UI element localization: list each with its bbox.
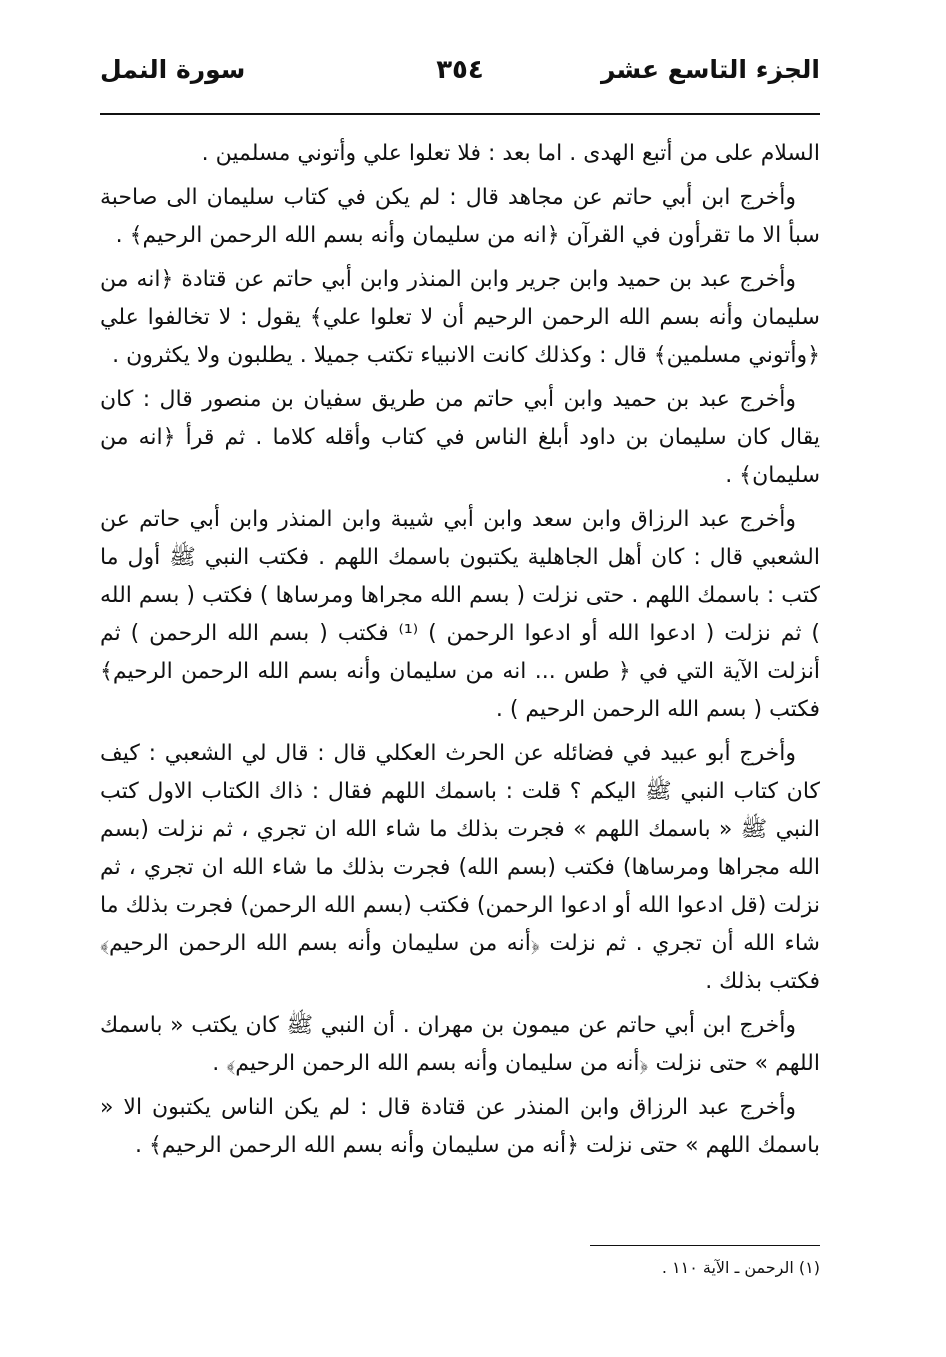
page-number: ٣٥٤ xyxy=(436,55,484,85)
footnote-rule xyxy=(590,1245,820,1246)
surah-title: سورة النمل xyxy=(100,55,246,84)
paragraph-4: وأخرج عبد بن حميد وابن أبي حاتم من طريق سفيان بن منصور قال : كان يقال كان سليمان بن داود أبلغ الناس في كتاب وأقله كلاما . ثم قرأ ﴿انه من سليمان﴾ . xyxy=(100,387,820,488)
running-header xyxy=(100,55,820,105)
paragraph-1: السلام على من أتبع الهدى . اما بعد : فلا تعلوا علي وأتوني مسلمين . xyxy=(201,141,820,166)
paragraph-7: وأخرج ابن أبي حاتم عن ميمون بن مهران . أن النبي ﷺ كان يكتب « باسمك اللهم » حتى نزلت ﴿أنه من سليمان وأنه بسم الله الرحمن الرحيم﴾ . xyxy=(100,1013,820,1076)
part-title: الجزء التاسع عشر xyxy=(601,55,820,84)
paragraph-8: وأخرج عبد الرزاق وابن المنذر عن قتادة قال : لم يكن الناس يكتبون الا « باسمك اللهم » حتى نزلت ﴿أنه من سليمان وأنه بسم الله الرحمن الرحيم﴾ . xyxy=(100,1095,820,1158)
main-text xyxy=(100,135,820,1171)
paragraph-6: وأخرج أبو عبيد في فضائله عن الحرث العكلي قال : قال لي الشعبي : كيف كان كتاب النبي ﷺ اليكم ؟ قلت : باسمك اللهم فقال : ذاك الكتاب الاول كتب النبي ﷺ « باسمك اللهم » فجرت بذلك ما شاء الله ان تجري ، ثم نزلت (بسم الله مجراها ومرساها) فكتب (بسم الله) فجرت بذلك ما شاء الله ان تجري ، ثم نزلت (قل ادعوا الله أو ادعوا الرحمن) فكتب (بسم الله الرحمن) فجرت بذلك ما شاء الله أن تجري . ثم نزلت ﴿أنه من سليمان وأنه بسم الله الرحمن الرحيم﴾ فكتب بذلك . xyxy=(100,741,820,994)
paragraph-2: وأخرج ابن أبي حاتم عن مجاهد قال : لم يكن في كتاب سليمان الى صاحبة سبأ الا ما تقرأون في القرآن ﴿انه من سليمان وأنه بسم الله الرحمن الرحيم﴾ . xyxy=(100,185,820,248)
paragraph-3: وأخرج عبد بن حميد وابن جرير وابن المنذر وابن أبي حاتم عن قتادة ﴿انه من سليمان وأنه بسم الله الرحمن الرحيم أن لا تعلوا علي﴾ يقول : لا تخالفوا علي ﴿وأتوني مسلمين﴾ قال : وكذلك كانت الانبياء تكتب جميلا . يطلبون ولا يكثرون . xyxy=(100,267,820,368)
paragraph-5: وأخرج عبد الرزاق وابن سعد وابن أبي شيبة وابن المنذر وابن أبي حاتم عن الشعبي قال : كان أهل الجاهلية يكتبون باسمك اللهم . فكتب النبي ﷺ أول ما كتب : باسمك اللهم . حتى نزلت ( بسم الله مجراها ومرساها ) فكتب ( بسم الله ) ثم نزلت ( ادعوا الله أو ادعوا الرحمن ) ⁽¹⁾ فكتب ( بسم الله الرحمن ) ثم أنزلت الآية التي في ﴿ طس ... انه من سليمان وأنه بسم الله الرحمن الرحيم﴾ فكتب ( بسم الله الرحمن الرحيم ) . xyxy=(100,507,821,722)
footnote: (١) الرحمن ـ الآية ١١٠ . xyxy=(661,1258,820,1277)
header-rule xyxy=(100,113,820,115)
